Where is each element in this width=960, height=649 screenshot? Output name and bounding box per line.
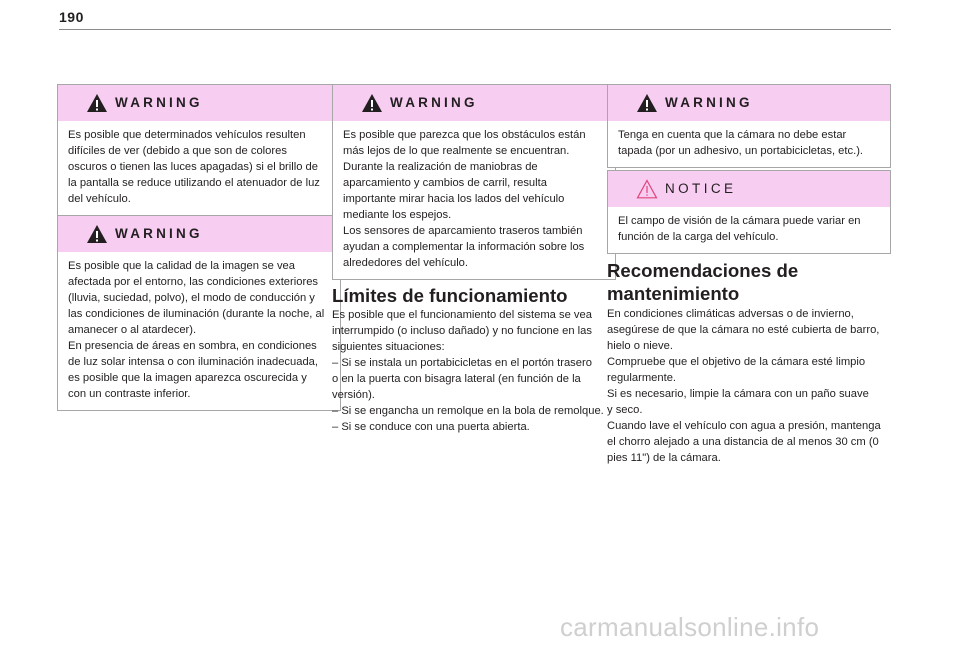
warning-text: Tenga en cuenta que la cámara no debe estar tapada (por un adhesivo, un portabicicletas, etc.).	[618, 129, 864, 157]
warning-icon	[86, 93, 108, 113]
notice-header	[608, 171, 890, 207]
notice-label: NOTICE	[665, 181, 737, 196]
warning-icon	[86, 224, 108, 244]
warning-header	[608, 85, 890, 121]
section-heading: Recomendaciones de mantenimiento	[607, 260, 799, 304]
warning-header	[333, 85, 615, 121]
warning-text: Es posible que la calidad de la imagen se vea afectada por el entorno, las condiciones exteriores (lluvia, suciedad, polvo), el modo de conducción y las condiciones de iluminación (durante la noche, al amanecer o al atardecer). En presencia de áreas en sombra, en condiciones de luz solar intensa o con iluminación inadecuada, es posible que la imagen aparezca oscurecida y con un contraste inferior.	[68, 260, 325, 400]
warning-text: Es posible que parezca que los obstáculos están más lejos de lo que realmente se encuentran. Durante la realización de maniobras de aparcamiento y cambios de carril, resulta importante mirar hacia los lados del vehículo mediante los espejos. Los sensores de aparcamiento traseros también ayudan a complementar la información sobre los alrededores del vehículo.	[343, 129, 586, 269]
page-number: 190	[59, 9, 84, 25]
warning-label: WARNING	[115, 226, 203, 241]
top-rule	[59, 29, 891, 30]
section-heading: Límites de funcionamiento	[332, 285, 568, 306]
warning-box	[607, 84, 891, 168]
warning-box	[57, 84, 341, 216]
warning-header	[58, 216, 340, 252]
notice-text: El campo de visión de la cámara puede variar en función de la carga del vehículo.	[618, 215, 861, 243]
section-body: Es posible que el funcionamiento del sistema se vea interrumpido (o incluso dañado) y no funcione en las siguientes situaciones: – Si se instala un portabicicletas en el portón trasero o en la puerta con bisagra lateral (en función de la versión). – Si se engancha un remolque en la bola de remolque. – Si se conduce con una puerta abierta.	[332, 309, 604, 433]
warning-icon	[361, 93, 383, 113]
notice-box	[607, 170, 891, 254]
warning-header	[58, 85, 340, 121]
warning-label: WARNING	[115, 95, 203, 110]
warning-label: WARNING	[390, 95, 478, 110]
warning-text: Es posible que determinados vehículos resulten difíciles de ver (debido a que son de colores oscuros o tienen las luces apagadas) si el brillo de la pantalla se reduce utilizando el atenuador de luz del vehículo.	[68, 129, 320, 205]
warning-box	[57, 215, 341, 411]
watermark: carmanualsonline.info	[560, 612, 820, 642]
warning-icon	[636, 93, 658, 113]
notice-icon	[636, 179, 658, 199]
warning-box	[332, 84, 616, 280]
warning-label: WARNING	[665, 95, 753, 110]
section-body: En condiciones climáticas adversas o de invierno, asegúrese de que la cámara no esté cubierta de barro, hielo o nieve. Compruebe que el objetivo de la cámara esté limpio regularmente. Si es necesario, limpie la cámara con un paño suave y seco. Cuando lave el vehículo con agua a presión, mantenga el chorro alejado a una distancia de al menos 30 cm (0 pies 11") de la cámara.	[607, 308, 881, 464]
